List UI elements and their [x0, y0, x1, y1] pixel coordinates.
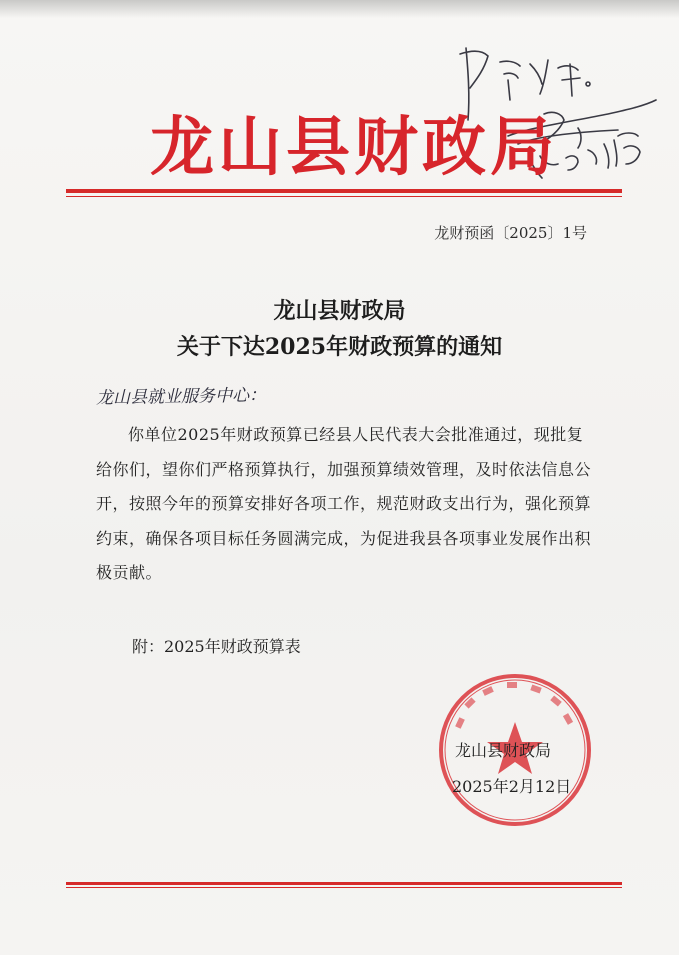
- notice-title-line2: 关于下达2025年财政预算的通知: [176, 334, 503, 360]
- notice-title-line1: 龙山县财政局: [273, 298, 406, 324]
- footer-rule-thin: [66, 887, 622, 888]
- footer-rule-thick: [66, 882, 622, 885]
- letterhead-title: 龙山县财政局: [150, 110, 558, 185]
- document-number: 龙财预函〔2025〕1号: [434, 224, 587, 242]
- signature-organization: 龙山县财政局: [455, 741, 552, 760]
- letterhead-rule-thick: [66, 189, 622, 193]
- recipient-handwritten: 龙山县就业服务中心：: [95, 385, 267, 409]
- notice-body: 你单位2025年财政预算已经县人民代表大会批准通过，现批复给你们，望你们严格预算执行，加强预算绩效管理，及时依法信息公开，按照今年的预算安排好各项工作，规范财政支出行为，强化预算约束，确保各项目标任务圆满完成，为促进我县各项事业发展作出积极贡献。: [96, 425, 592, 582]
- scan-shadow: [0, 0, 679, 18]
- attachment-line: 附：2025年财政预算表: [132, 637, 301, 656]
- signature-date: 2025年2月12日: [452, 777, 572, 796]
- letterhead-rule-thin: [66, 196, 622, 197]
